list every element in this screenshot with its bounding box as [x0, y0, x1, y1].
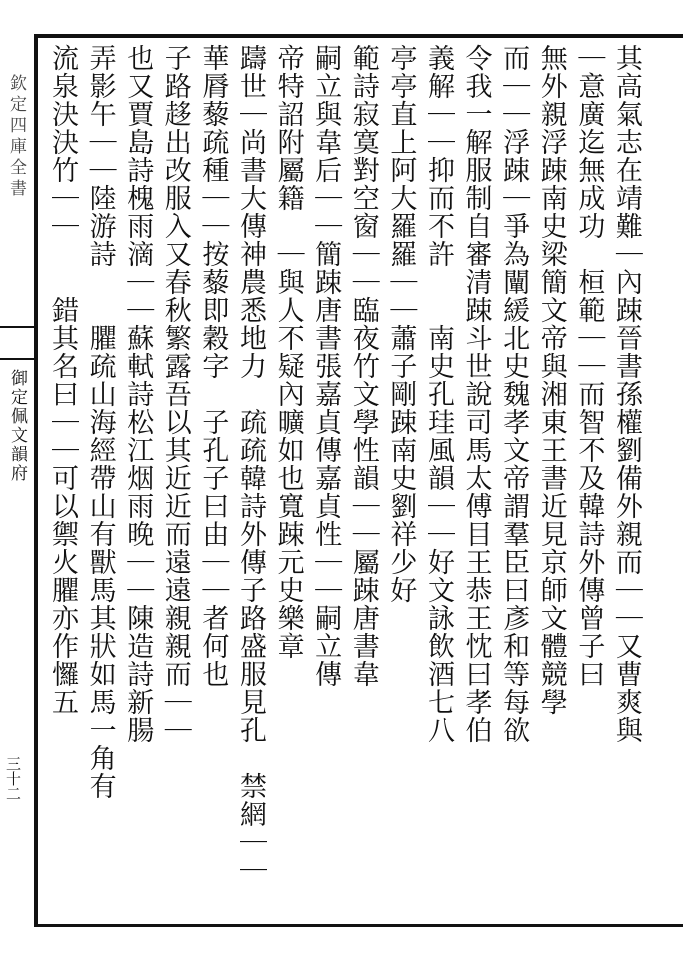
margin-page-number: 三十二	[4, 756, 22, 801]
text-column: 範詩寂寞對空窗｜｜臨夜竹文學性韻｜｜屬踈唐書韋	[347, 44, 379, 688]
margin-header: 欽定四庫全書	[6, 74, 26, 200]
text-column: 令我一解服制自審清踈斗世說司馬太傅目王恭王忱曰孝伯	[460, 44, 492, 744]
text-column: 躊世｜尚書大傳神農悉地力 疏疏韓詩外傳子路盛服見孔 禁網｜｜	[234, 44, 266, 884]
text-column: 義解｜｜抑而不許 南史孔珪風韻｜｜好文詠飲酒七八	[422, 44, 454, 744]
text-column: 嗣立與韋后｜｜簡踈唐書張嘉貞傳嘉貞性｜｜嗣立傳	[310, 44, 342, 688]
text-column: 也又賈島詩槐雨滴｜｜蘇軾詩松江烟雨晚｜｜陳造詩新腸	[122, 44, 154, 744]
text-column: 流泉決決竹｜｜ 錯其名曰｜｜可以禦火臞亦作㦬五	[47, 44, 78, 716]
page-margin-column	[0, 34, 36, 927]
text-column: 子路趍出改服入又春秋繁露吾以其近近而遠遠親親而｜｜	[159, 44, 191, 744]
margin-fish-tail	[0, 326, 34, 360]
text-column: 弄影午｜｜陸游詩 臞疏山海經帶山有獸馬其狀如馬一角有	[84, 44, 116, 800]
text-column: 無外親浮踈南史梁簡文帝與湘東王書近見京師文體競學	[535, 44, 567, 716]
text-column: 亭亭直上阿大羅羅｜｜蕭子剛踈南史劉祥少好	[385, 44, 417, 604]
text-column: ｜意廣迄無成功 桓範｜｜而智不及韓詩外傳曾子曰	[573, 44, 605, 688]
frame-top-rule	[38, 34, 683, 38]
margin-book-title: 御定佩文韻府	[7, 369, 27, 483]
frame-bottom-rule	[38, 924, 683, 927]
text-columns	[44, 44, 644, 920]
text-column: 而｜｜浮踈｜爭為闡緩北史魏孝文帝謂羣臣曰彥和等每欲	[498, 44, 530, 744]
text-column: 帝特詔附屬籍 ｜與人不疑內曠如也寬踈元史樂章	[272, 44, 304, 660]
text-column: 華脣藜疏種｜｜按藜即穀字 子孔子曰由｜｜者何也	[197, 44, 229, 688]
text-column: 其高氣志在靖難｜內踈晉書孫權劉備外親而｜｜又曹爽與	[610, 44, 642, 744]
